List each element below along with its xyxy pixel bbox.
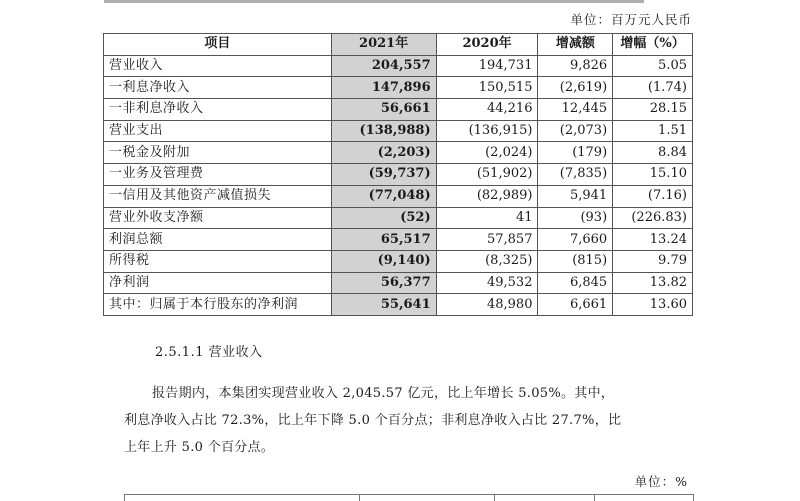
cell-2021: 56,661 <box>331 99 436 121</box>
cell-2020: 194,731 <box>436 55 538 77</box>
cell-item: 一信用及其他资产减值损失 <box>104 185 332 207</box>
cell-2020: (136,915) <box>436 120 538 142</box>
section-title: 2.5.1.1 营业收入 <box>155 345 263 360</box>
cell-2020: 41 <box>436 207 538 229</box>
cell-2020: 44,216 <box>436 99 538 121</box>
cell-2021: 204,557 <box>331 55 436 77</box>
table-row <box>104 99 693 121</box>
cropped-text-line <box>104 0 644 6</box>
cell-2021: (59,737) <box>331 164 436 186</box>
cell-2020: (82,989) <box>436 185 538 207</box>
cell-2021: (2,203) <box>331 142 436 164</box>
cell-item: 利润总额 <box>104 229 332 251</box>
cell-item: 营业支出 <box>104 120 332 142</box>
cell-2021: 65,517 <box>331 229 436 251</box>
cell-percent: 13.24 <box>613 229 693 251</box>
cell-2020: 49,532 <box>436 272 538 294</box>
cell-item: 营业收入 <box>104 55 332 77</box>
cell-item: 一非利息净收入 <box>104 99 332 121</box>
cell-item: 其中：归属于本行股东的净利润 <box>104 294 332 316</box>
cell-percent: 13.60 <box>613 294 693 316</box>
header-change: 增减额 <box>538 34 613 56</box>
table-row <box>104 229 693 251</box>
cell-2021: (77,048) <box>331 185 436 207</box>
cell-2020: (8,325) <box>436 250 538 272</box>
table-header-row <box>104 34 693 56</box>
cell-item: 净利润 <box>104 272 332 294</box>
cell-change: 9,826 <box>538 55 613 77</box>
cell-2020: (2,024) <box>436 142 538 164</box>
cell-percent: 15.10 <box>613 164 693 186</box>
table-row <box>104 207 693 229</box>
cell-percent: 1.51 <box>613 120 693 142</box>
cell-change: (2,073) <box>538 120 613 142</box>
cell-change: 6,661 <box>538 294 613 316</box>
cell-2020: 150,515 <box>436 77 538 99</box>
unit-label: 单位：百万元人民币 <box>570 12 692 27</box>
cell-change: (93) <box>538 207 613 229</box>
cell-2021: 147,896 <box>331 77 436 99</box>
table-row <box>104 250 693 272</box>
cell-2021: 56,377 <box>331 272 436 294</box>
cell-item: 一业务及管理费 <box>104 164 332 186</box>
paragraph-line: 利息净收入占比 72.3%，比上年下降 5.0 个百分点；非利息净收入占比 27.7%，比 <box>124 413 622 428</box>
cell-percent: (1.74) <box>613 77 693 99</box>
table-row <box>104 55 693 77</box>
cell-percent: (7.16) <box>613 185 693 207</box>
header-2021: 2021年 <box>331 34 436 56</box>
table-row <box>104 164 693 186</box>
cell-2021: (52) <box>331 207 436 229</box>
cell-2021: 55,641 <box>331 294 436 316</box>
financial-table <box>103 33 693 316</box>
cell-2021: (9,140) <box>331 250 436 272</box>
cell-percent: 28.15 <box>613 99 693 121</box>
cell-item: 营业外收支净额 <box>104 207 332 229</box>
cell-change: (7,835) <box>538 164 613 186</box>
paragraph-line: 上年上升 5.0 个百分点。 <box>124 440 275 455</box>
cell-change: 5,941 <box>538 185 613 207</box>
table-row <box>104 272 693 294</box>
table-row <box>104 120 693 142</box>
cell-item: 一利息净收入 <box>104 77 332 99</box>
cell-percent: 8.84 <box>613 142 693 164</box>
cell-change: 12,445 <box>538 99 613 121</box>
table-row <box>104 142 693 164</box>
cell-2021: (138,988) <box>331 120 436 142</box>
cell-change: (815) <box>538 250 613 272</box>
unit-label-bottom: 单位：% <box>634 474 688 489</box>
header-percent: 增幅（%） <box>613 34 693 56</box>
cell-percent: 13.82 <box>613 272 693 294</box>
table-row <box>104 185 693 207</box>
cell-item: 一税金及附加 <box>104 142 332 164</box>
cell-2020: (51,902) <box>436 164 538 186</box>
body-paragraph <box>124 380 694 461</box>
table-row <box>104 77 693 99</box>
cell-change: 6,845 <box>538 272 613 294</box>
header-item: 项目 <box>104 34 332 56</box>
paragraph-line: 报告期内，本集团实现营业收入 2,045.57 亿元，比上年增长 5.05%。其中， <box>152 386 615 401</box>
cell-change: (2,619) <box>538 77 613 99</box>
table-row <box>104 294 693 316</box>
cell-percent: (226.83) <box>613 207 693 229</box>
cell-change: 7,660 <box>538 229 613 251</box>
cell-percent: 5.05 <box>613 55 693 77</box>
cell-2020: 57,857 <box>436 229 538 251</box>
cell-change: (179) <box>538 142 613 164</box>
cell-2020: 48,980 <box>436 294 538 316</box>
header-2020: 2020年 <box>436 34 538 56</box>
cell-percent: 9.79 <box>613 250 693 272</box>
cell-item: 所得税 <box>104 250 332 272</box>
